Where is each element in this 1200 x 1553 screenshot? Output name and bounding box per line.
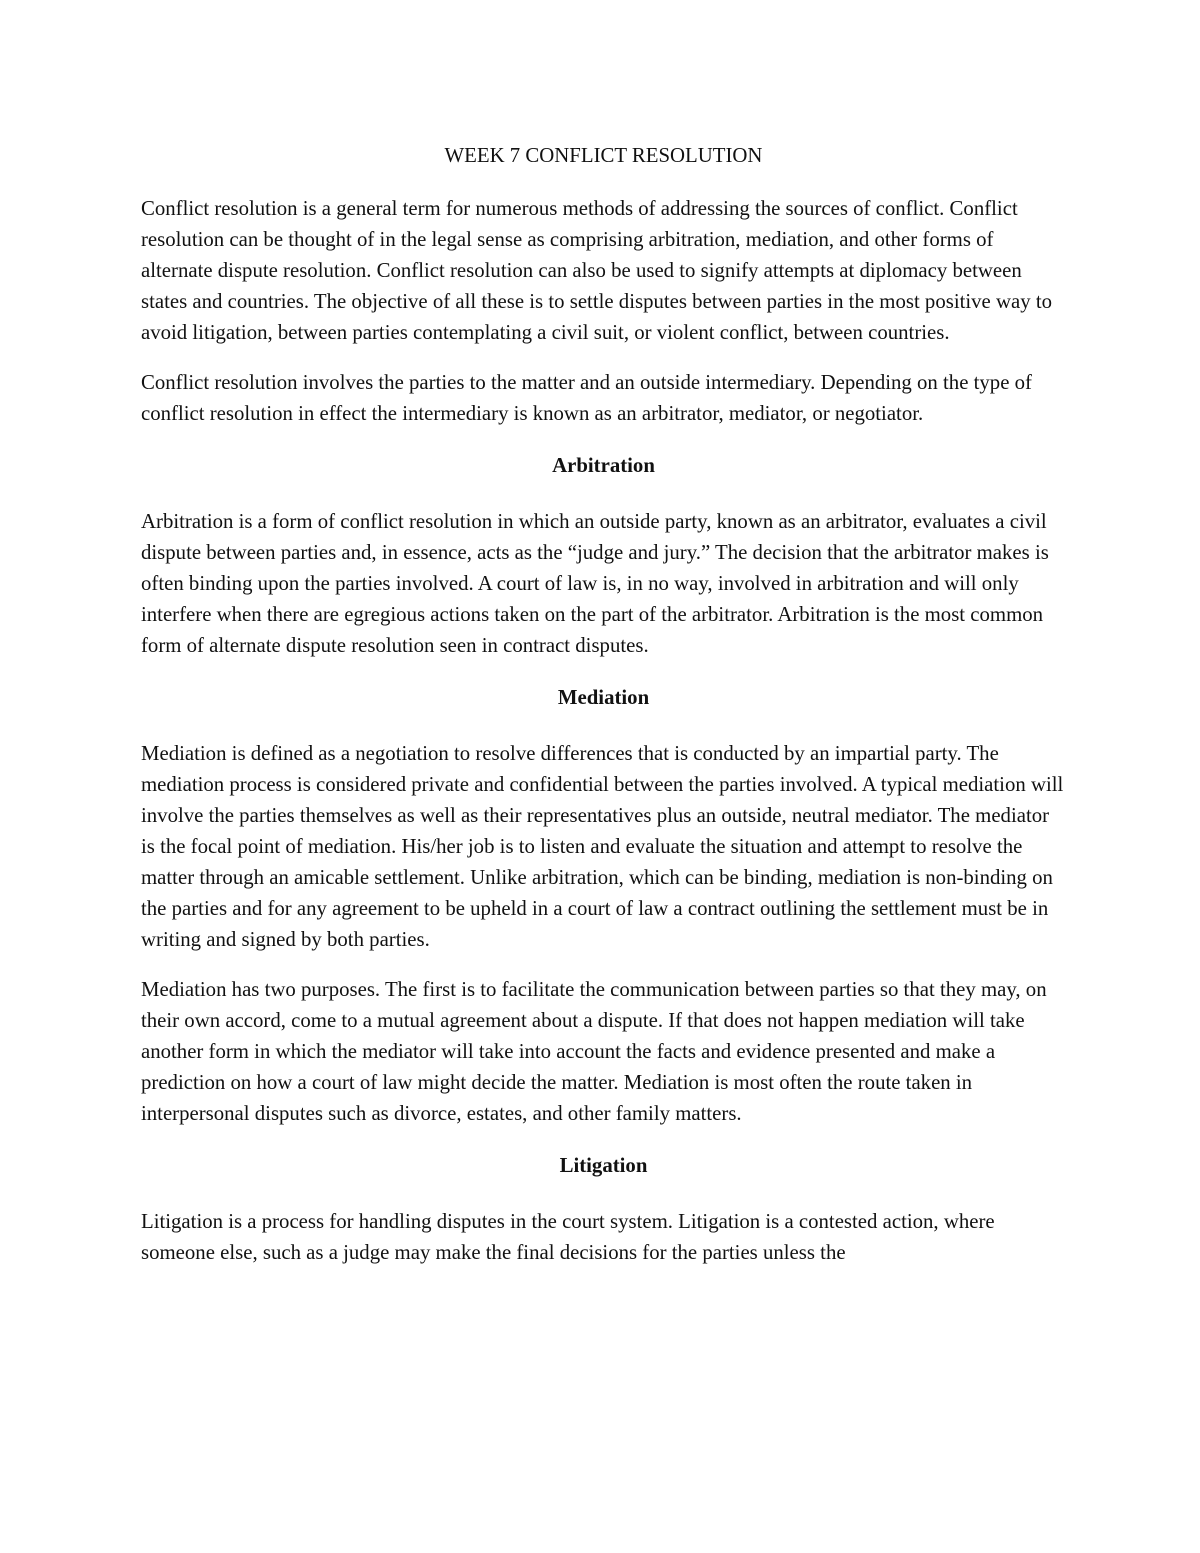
intro-paragraph-2: Conflict resolution involves the parties to the matter and an outside intermediary. Depending on the type of conflict resolution in effect the intermediary is known as an arbitrator, mediator, or negotiator. xyxy=(141,371,1032,425)
section-heading-arbitration: Arbitration xyxy=(552,454,655,477)
arbitration-paragraph-1: Arbitration is a form of conflict resolution in which an outside party, known as an arbitrator, evaluates a civil dispute between parties and, in essence, acts as the “judge and jury.” The decision that the arbitrator makes is often binding upon the parties involved. A court of law is, in no way, involved in arbitration and will only interfere when there are egregious actions taken on the part of the arbitrator. Arbitration is the most common form of alternate dispute resolution seen in contract disputes. xyxy=(141,510,1049,657)
section-heading-mediation: Mediation xyxy=(557,686,650,709)
mediation-paragraph-2: Mediation has two purposes. The first is to facilitate the communication between parties so that they may, on their own accord, come to a mutual agreement about a dispute. If that does not happen mediation will take another form in which the mediator will take into account the facts and evidence presented and make a prediction on how a court of law might decide the matter. Mediation is most often the route taken in interpersonal disputes such as divorce, estates, and other family matters. xyxy=(141,978,1047,1125)
intro-paragraph-1: Conflict resolution is a general term for numerous methods of addressing the sources of conflict. Conflict resolution can be thought of in the legal sense as comprising arbitration, mediation, and other forms of alternate dispute resolution. Conflict resolution can also be used to signify attempts at diplomacy between states and countries. The objective of all these is to settle disputes between parties in the most positive way to avoid litigation, between parties contemplating a civil suit, or violent conflict, between countries. xyxy=(141,197,1053,344)
litigation-paragraph-1: Litigation is a process for handling disputes in the court system. Litigation is a contested action, where someone else, such as a judge may make the final decisions for the parties unless the xyxy=(141,1210,995,1264)
document-page xyxy=(141,140,1066,1287)
mediation-paragraph-1: Mediation is defined as a negotiation to resolve differences that is conducted by an impartial party. The mediation process is considered private and confidential between the parties involved. A typical mediation will involve the parties themselves as well as their representatives plus an outside, neutral mediator. The mediator is the focal point of mediation. His/her job is to listen and evaluate the situation and attempt to resolve the matter through an amicable settlement. Unlike arbitration, which can be binding, mediation is non-binding on the parties and for any agreement to be upheld in a court of law a contract outlining the settlement must be in writing and signed by both parties. xyxy=(141,742,1064,951)
section-heading-litigation: Litigation xyxy=(559,1154,648,1177)
document-title: WEEK 7 CONFLICT RESOLUTION xyxy=(444,144,763,167)
